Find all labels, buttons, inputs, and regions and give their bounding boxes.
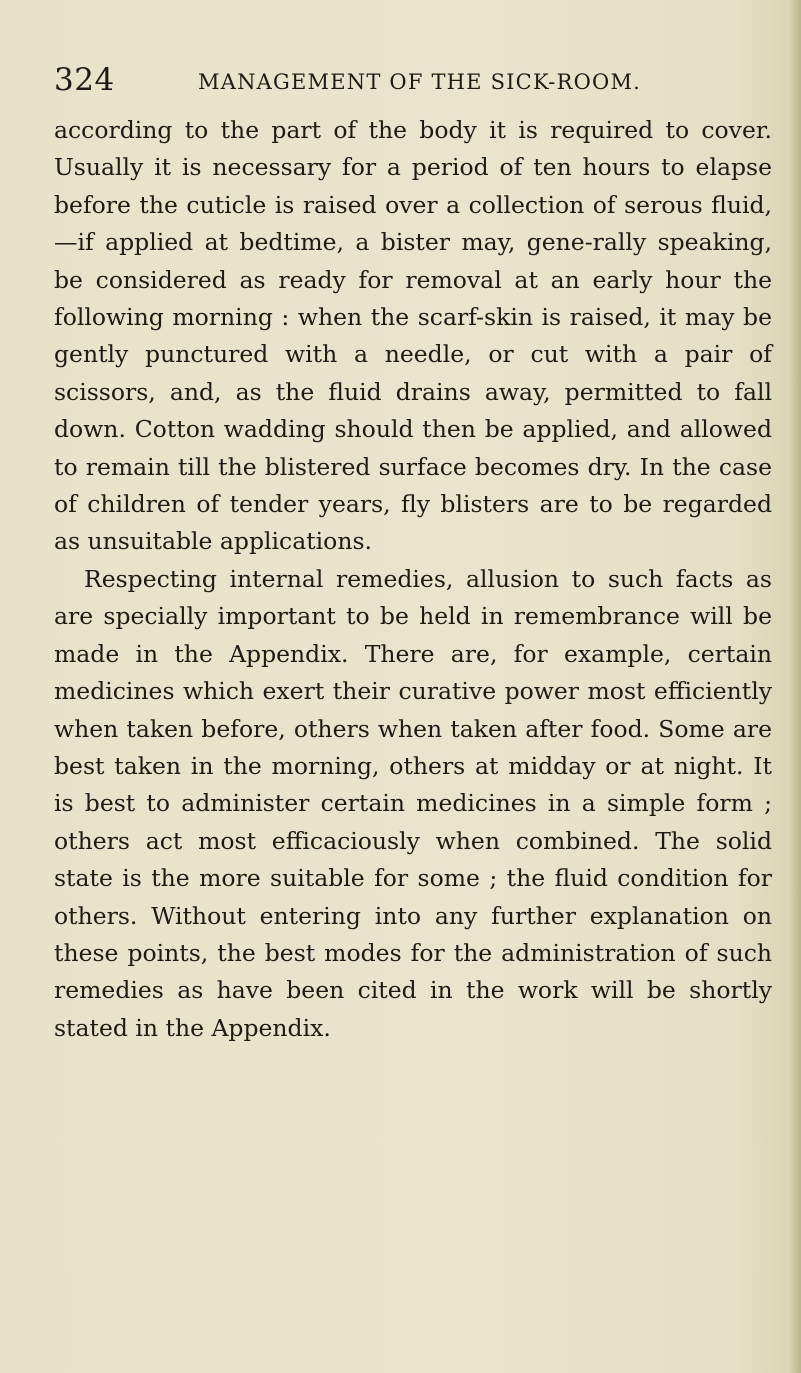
page-number: 324: [54, 62, 115, 98]
page-edge-shadow: [789, 0, 801, 1373]
body-text: [54, 112, 772, 1047]
paragraph-internal-remedies: Respecting internal remedies, allusion to such facts as are specially important to be held in remembrance will be made in the Appendix. There are, for example, certain medicines which exert their curative power most efficiently when taken before, others when taken after food. Some are best taken in the morning, others at midday or at night. It is best to administer certain medicines in a simple form ; others act most efficaciously when combined. The solid state is the more suitable for some ; the fluid condition for others. Without entering into any further explanation on these points, the best modes for the administration of such remedies as have been cited in the work will be shortly stated in the Appendix.: [54, 564, 772, 1042]
running-head: [54, 62, 754, 102]
paragraph-continued: according to the part of the body it is required to cover. Usually it is necessary for a period of ten hours to elapse before the cuticle is raised over a collection of serous fluid,—if applied at bedtime, a bister may, gene-rally speaking, be considered as ready for removal at an early hour the following morning : when the scarf-skin is raised, it may be gently punctured with a needle, or cut with a pair of scissors, and, as the fluid drains away, permitted to fall down. Cotton wadding should then be applied, and allowed to remain till the blistered surface becomes dry. In the case of children of tender years, fly blisters are to be regarded as unsuitable applications.: [54, 116, 772, 556]
running-title: MANAGEMENT OF THE SICK-ROOM.: [198, 70, 642, 94]
